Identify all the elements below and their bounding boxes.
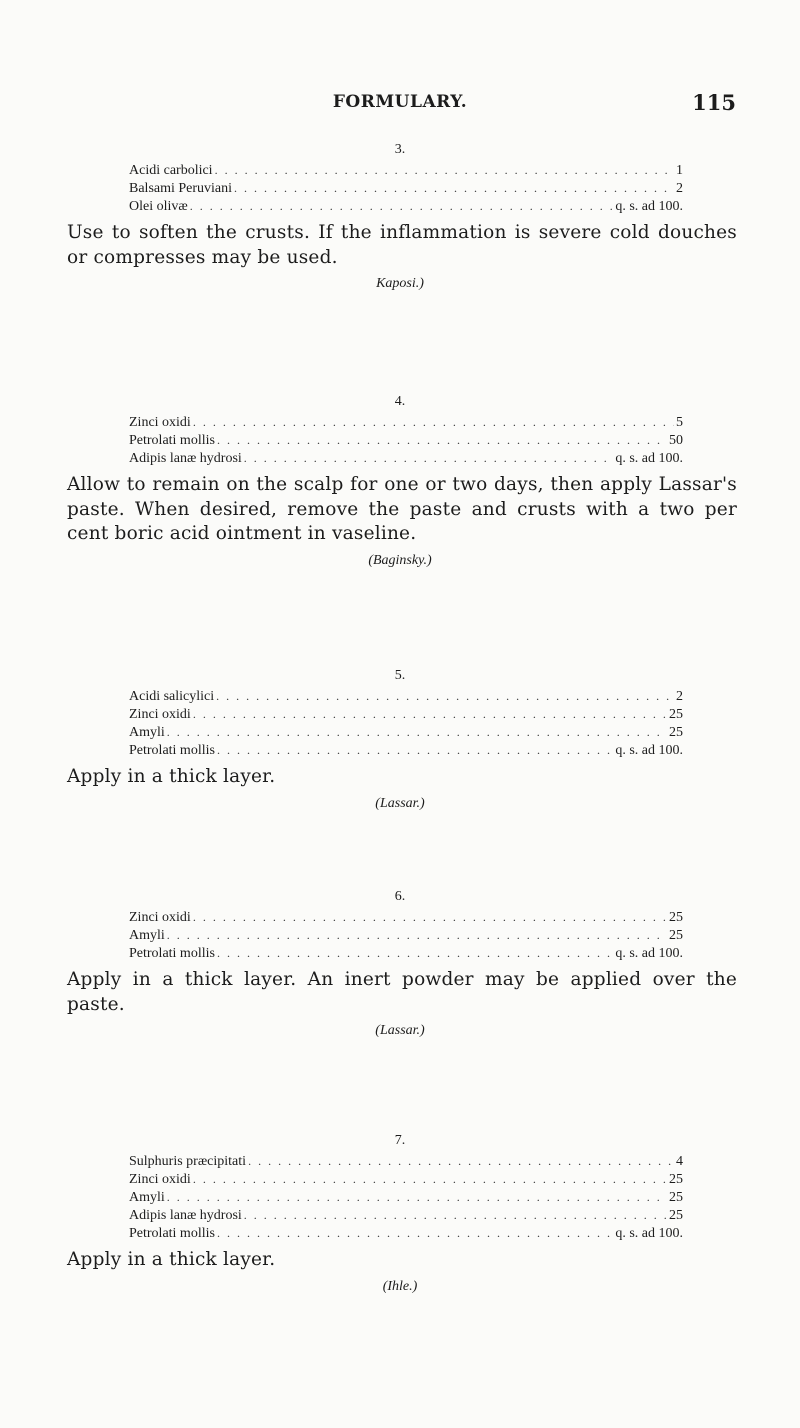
ingredient-list <box>129 161 683 215</box>
ingredient-row <box>129 741 683 759</box>
ingredient-row <box>129 449 683 467</box>
dot-leader <box>248 1152 674 1170</box>
ingredient-name: Balsami Peruviani <box>129 181 233 196</box>
dot-leader <box>193 1170 667 1188</box>
ingredient-row <box>129 723 683 741</box>
ingredient-name: Petrolati mollis <box>129 1226 215 1241</box>
ingredient-name: Zinci oxidi <box>129 415 191 430</box>
ingredient-row <box>129 705 683 723</box>
ingredient-row <box>129 161 683 179</box>
ingredient-quantity: 25 <box>669 910 683 925</box>
recipe-number: 6. <box>394 889 406 904</box>
dot-leader <box>193 413 674 431</box>
ingredient-row <box>129 1206 683 1224</box>
dot-leader <box>167 926 667 944</box>
ingredient-name: Petrolati mollis <box>129 946 215 961</box>
dot-leader <box>190 197 614 215</box>
ingredient-row <box>129 926 683 944</box>
ingredient-quantity: 25 <box>669 928 683 943</box>
ingredient-name: Amyli <box>129 1190 165 1205</box>
ingredient-quantity: 2 <box>676 181 683 196</box>
ingredient-row <box>129 431 683 449</box>
dot-leader <box>193 705 667 723</box>
ingredient-quantity: 5 <box>676 415 683 430</box>
attribution: (Lassar.) <box>375 795 425 811</box>
usage-note: Apply in a thick layer. <box>67 766 276 787</box>
ingredient-list <box>129 908 683 962</box>
ingredient-quantity: q. s. ad 100. <box>615 1226 683 1241</box>
ingredient-quantity: 25 <box>669 707 683 722</box>
attribution: Kaposi.) <box>376 276 424 291</box>
ingredient-quantity: 25 <box>669 725 683 740</box>
dot-leader <box>215 161 674 179</box>
ingredient-name: Amyli <box>129 928 165 943</box>
dot-leader <box>216 687 674 705</box>
recipe-number: 4. <box>394 394 406 409</box>
recipe-4 <box>0 391 800 569</box>
recipe-5 <box>0 665 800 812</box>
recipe-7 <box>0 1130 800 1295</box>
dot-leader <box>244 449 614 467</box>
recipe-3 <box>0 139 800 292</box>
ingredient-name: Petrolati mollis <box>129 743 215 758</box>
ingredient-row <box>129 413 683 431</box>
attribution: (Lassar.) <box>375 1023 425 1038</box>
page-header <box>0 90 800 120</box>
recipe-number: 5. <box>394 668 406 683</box>
ingredient-name: Olei olivæ <box>129 199 188 214</box>
ingredient-quantity: 25 <box>669 1190 683 1205</box>
ingredient-quantity: q. s. ad 100. <box>615 946 683 961</box>
dot-leader <box>167 1188 667 1206</box>
ingredient-name: Zinci oxidi <box>129 1172 191 1187</box>
ingredient-row <box>129 908 683 926</box>
ingredient-row <box>129 1224 683 1242</box>
usage-note: Allow to remain on the scalp for one or two days, then apply Lassar's paste. When desired, remove the paste and crusts with a two per cent boric acid ointment in vaseline. <box>67 474 737 544</box>
dot-leader <box>234 179 674 197</box>
ingredient-quantity: q. s. ad 100. <box>615 451 683 466</box>
recipe-number: 3. <box>394 142 406 157</box>
dot-leader <box>217 1224 613 1242</box>
ingredient-quantity: 4 <box>676 1154 683 1169</box>
usage-note: Apply in a thick layer. <box>67 1249 276 1270</box>
ingredient-quantity: 50 <box>669 433 683 448</box>
ingredient-list <box>129 1152 683 1242</box>
ingredient-row <box>129 944 683 962</box>
attribution: (Ihle.) <box>382 1278 418 1294</box>
ingredient-name: Amyli <box>129 725 165 740</box>
ingredient-name: Sulphuris præcipitati <box>129 1154 247 1169</box>
usage-note: Use to soften the crusts. If the inflammation is severe cold douches or compresses may be used. <box>67 222 737 268</box>
ingredient-name: Petrolati mollis <box>129 433 215 448</box>
dot-leader <box>217 431 667 449</box>
recipe-number: 7. <box>394 1133 406 1148</box>
dot-leader <box>244 1206 667 1224</box>
attribution: (Baginsky.) <box>368 552 432 568</box>
ingredient-row <box>129 1170 683 1188</box>
ingredient-list <box>129 413 683 467</box>
ingredient-name: Zinci oxidi <box>129 910 191 925</box>
dot-leader <box>193 908 667 926</box>
ingredient-row <box>129 179 683 197</box>
ingredient-row <box>129 1188 683 1206</box>
ingredient-quantity: 2 <box>676 689 683 704</box>
ingredient-row <box>129 687 683 705</box>
recipe-6 <box>0 886 800 1039</box>
ingredient-row <box>129 197 683 215</box>
running-title: FORMULARY. <box>332 92 468 112</box>
dot-leader <box>217 944 613 962</box>
ingredient-list <box>129 687 683 759</box>
page-number: 115 <box>692 90 736 115</box>
ingredient-name: Acidi carbolici <box>129 163 213 178</box>
ingredient-name: Adipis lanæ hydrosi <box>129 1208 242 1223</box>
ingredient-name: Acidi salicylici <box>129 689 215 704</box>
ingredient-row <box>129 1152 683 1170</box>
usage-note: Apply in a thick layer. An inert powder may be applied over the paste. <box>67 969 737 1015</box>
ingredient-name: Adipis lanæ hydrosi <box>129 451 242 466</box>
ingredient-quantity: q. s. ad 100. <box>615 199 683 214</box>
dot-leader <box>167 723 667 741</box>
ingredient-quantity: 25 <box>669 1208 683 1223</box>
ingredient-quantity: 1 <box>676 163 683 178</box>
ingredient-name: Zinci oxidi <box>129 707 191 722</box>
dot-leader <box>217 741 613 759</box>
ingredient-quantity: q. s. ad 100. <box>615 743 683 758</box>
ingredient-quantity: 25 <box>669 1172 683 1187</box>
